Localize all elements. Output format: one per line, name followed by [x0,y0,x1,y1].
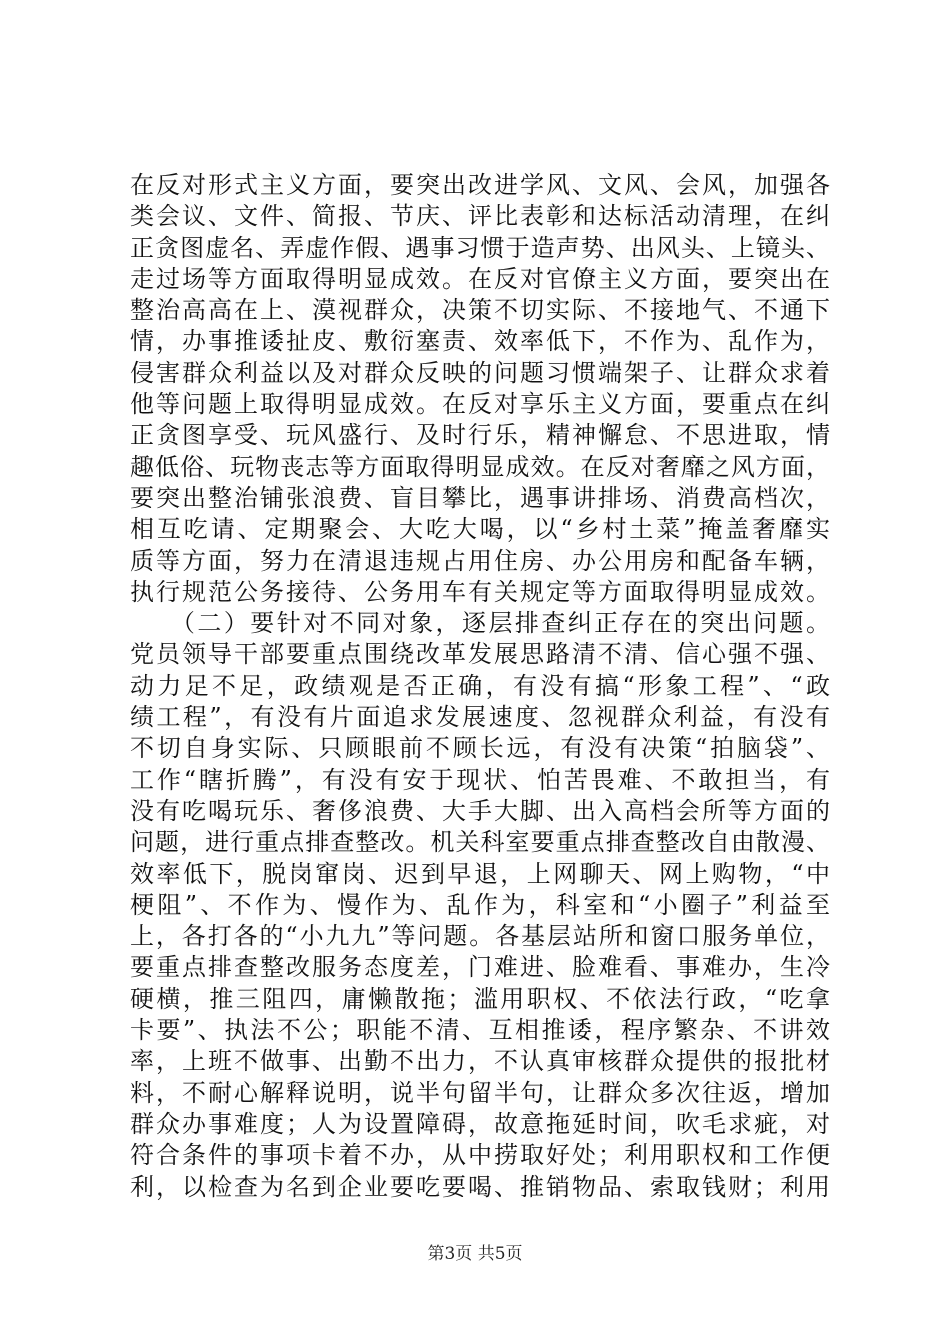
text-line: 正贪图虚名、弄虚作假、遇事习惯于造声势、出风头、上镜头、 [130,233,830,262]
text-line: 不切自身实际、只顾眼前不顾长远，有没有决策“拍脑袋”、 [130,734,830,763]
text-line: 料，不耐心解释说明，说半句留半句，让群众多次往返，增加 [130,1078,830,1107]
text-line: 率，上班不做事、出勤不出力，不认真审核群众提供的报批材 [130,1047,830,1076]
page-footer: 第3页 共5页 [427,1244,523,1264]
text-line: 走过场等方面取得明显成效。在反对官僚主义方面，要突出在 [130,264,830,293]
text-line: 趣低俗、玩物丧志等方面取得明显成效。在反对奢靡之风方面， [130,452,830,481]
text-line: 要重点排查整改服务态度差，门难进、脸难看、事难办，生冷 [130,953,830,982]
text-line: 质等方面，努力在清退违规占用住房、办公用房和配备车辆， [130,546,830,575]
text-line: 符合条件的事项卡着不办，从中捞取好处；利用职权和工作便 [130,1141,830,1170]
text-line: 要突出整治铺张浪费、盲目攀比，遇事讲排场、消费高档次， [130,483,830,512]
text-line: 上，各打各的“小九九”等问题。各基层站所和窗口服务单位， [130,922,830,951]
text-line: 在反对形式主义方面，要突出改进学风、文风、会风，加强各 [130,171,830,199]
text-line: 利，以检查为名到企业要吃要喝、推销物品、索取钱财；利用 [130,1172,830,1201]
text-line: 类会议、文件、简报、节庆、评比表彰和达标活动清理，在纠 [130,202,830,231]
text-line: 相互吃请、定期聚会、大吃大喝，以“乡村土菜”掩盖奢靡实 [130,515,830,544]
text-line: 侵害群众利益以及对群众反映的问题习惯端架子、让群众求着 [130,358,830,387]
text-line: 绩工程”，有没有片面追求发展速度、忽视群众利益，有没有 [130,703,830,732]
text-line: 动力足不足，政绩观是否正确，有没有搞“形象工程”、“政 [130,671,830,700]
body-text [130,170,830,1203]
text-line: 效率低下，脱岗窜岗、迟到早退，上网聊天、网上购物，“中 [130,859,830,888]
text-line: 梗阻”、不作为、慢作为、乱作为，科室和“小圈子”利益至 [130,890,830,919]
text-line: 卡要”、执法不公；职能不清、互相推诿，程序繁杂、不讲效 [130,1016,830,1045]
text-line: 情，办事推诿扯皮、敷衍塞责、效率低下，不作为、乱作为， [130,327,830,356]
text-line: 没有吃喝玩乐、奢侈浪费、大手大脚、出入高档会所等方面的 [130,796,830,825]
text-line: 党员领导干部要重点围绕改革发展思路清不清、信心强不强、 [130,640,830,669]
text-line: 他等问题上取得明显成效。在反对享乐主义方面，要重点在纠 [130,390,830,419]
text-line: （二）要针对不同对象，逐层排查纠正存在的突出问题。 [130,609,830,638]
text-line: 整治高高在上、漠视群众，决策不切实际、不接地气、不通下 [130,296,830,325]
text-line: 正贪图享受、玩风盛行、及时行乐，精神懈怠、不思进取，情 [130,421,830,450]
text-line: 执行规范公务接待、公务用车有关规定等方面取得明显成效。 [130,577,830,606]
text-line: 问题，进行重点排查整改。机关科室要重点排查整改自由散漫、 [130,828,830,857]
text-line: 工作“瞎折腾”，有没有安于现状、怕苦畏难、不敢担当，有 [130,765,830,794]
text-line: 硬横，推三阻四，庸懒散拖；滥用职权、不依法行政，“吃拿 [130,984,830,1013]
text-line: 群众办事难度；人为设置障碍，故意拖延时间，吹毛求疵，对 [130,1109,830,1138]
